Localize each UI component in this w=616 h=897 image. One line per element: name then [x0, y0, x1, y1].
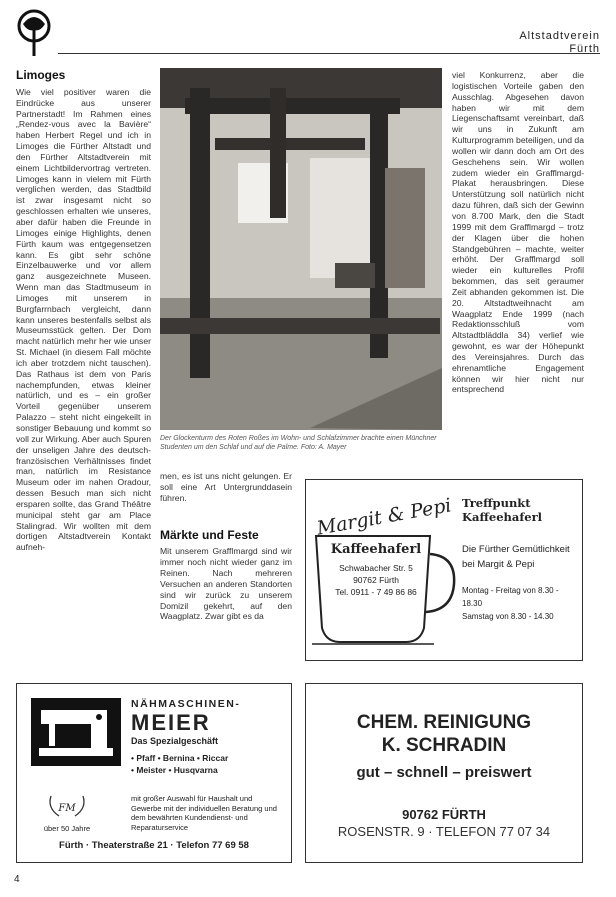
cafe-info-block — [462, 496, 580, 623]
cafe-hours-weekday: Montag - Freitag von 8.30 - 18.30 — [462, 586, 559, 608]
meier-since: über 50 Jahre — [43, 824, 91, 833]
meier-name: MEIER — [131, 710, 211, 735]
meier-pre: NÄHMASCHINEN- — [131, 698, 241, 710]
meier-sub: Das Spezialgeschäft — [131, 736, 219, 746]
header-org-line1: Altstadtverein — [519, 30, 600, 42]
schradin-line1: CHEM. REINIGUNG — [356, 712, 532, 733]
article-limoges-text: Wie viel positiver waren die Eindrücke aus unserer Partnerstadt! Im Rahmen eines „Rendez-vous avec la Bavière“ haben Herbert Regel und ich in Limoges die Fürther Altstadt und den Fürther Altstadtverein mit einem Lichtbildervortrag vertreten. Limoges kann in vielem mit Fürth verglichen werden, das Stadtbild ist zwar insgesamt nicht so geschlossen erhalten wie unseres, aber dafür haben die Freunde in Limoges einige Highlights, denen Fürth kaum was entgegensetzen kann. Es gibt sehr schöne Einzelbauwerke und vor allem ganz ausgezeichnete Museen. Wenn man das Stadtmuseum in Limoges mit unserem in Burgfarrnbach vergleicht, dann kann unseres bestenfalls selbst als Museumsstück gelten. Der Dom macht natürlich mehr her wie unser St. Michael (in diesem Fall möchte ich aber trotzdem nicht tauschen). Das Rathaus ist dem von Paris nachempfunden, etwas kleiner natürlich, und es – ein großer Vorteil gegenüber unserem Palazzo – steht nicht eingekeilt in sonstiger Bebauung und kommt so voll zur Wirkung. Aber auch Spuren der unseligen Jahre des deutsch-französischen Verhältnisses findet man, natürlich im Resistance Museum oder im nahen Oradour, dessen Besuch man sich nicht ersparen sollte, das Grand Théâtre municipal steht gar am Place Stalingrad. Wir wollten mit dem dortigen Altstadtverein Kontakt aufneh- — [16, 86, 151, 553]
cafe-tagline-1: Die Fürther Gemütlichkeit — [462, 544, 570, 555]
schradin-city: 90762 FÜRTH — [402, 807, 486, 822]
altstadtverein-logo — [14, 8, 54, 58]
article-title-maerkte: Märkte und Feste — [160, 527, 259, 542]
sewing-machine-icon — [31, 698, 121, 766]
cafe-city: 90762 Fürth — [353, 575, 399, 585]
schradin-line2: K. SCHRADIN — [381, 735, 507, 756]
meier-brands-1: • Pfaff • Bernina • Riccar — [131, 753, 229, 763]
column-3 — [452, 70, 584, 395]
article-maerkte-text: Mit unserem Grafflmargd sind wir immer noch nicht wieder ganz im Reinen. Nach mehreren Versuchen an anderen Standorten sind wir zurück zu unserem Domizil gekehrt, auf den Waagplatz. Zwar gibt es da — [160, 546, 292, 622]
meier-monogram: FM — [58, 803, 76, 814]
article-maerkte-continued: viel Konkurrenz, aber die logistischen Vorteile gaben den Ausschlag. Abgesehen davon haben wir mit dem Liegenschaftsamt vereinbart, daß wir uns in Zukunft am Kulturprogramm beteiligen, und da wollen wir dann doch am Ort des Geschehens sein. Wir wollen zudem wieder ein Grafflmargd-Plakat herausbringen. Diese Unterstützung soll natürlich nicht dazu führen, daß sich der Gewinn von 8.700 Mark, den die Stadt 1999 mit dem Grafflmargd – trotz der Klagen über die hohen Standgebühren – machte, weiter erhöht. Der Grafflmargd soll wieder ein kulturelles Profil bekommen, das seit geraumer Zeit abhanden gekommen ist. Die 20. Altstadtweihnacht am Waagplatz Ende 1999 (nach Redaktionsschluß vom Altstadtbläddla 34) verlief wie gewohnt, es war der Höhepunkt des Vereinsjahres. Durch das ehrenamtliche Engagement können wir hier nicht nur entsprechend — [452, 70, 584, 395]
meier-footer: Fürth · Theaterstraße 21 · Telefon 77 69 58 — [59, 840, 249, 851]
meier-description: mit großer Auswahl für Haushalt und Gewerbe mit der individuellen Beratung und dem bewährten Kundendienst- und Reparaturservice — [131, 794, 277, 832]
meier-brands-2: • Meister • Husqvarna — [131, 765, 218, 775]
article-title-limoges: Limoges — [16, 68, 66, 82]
meier-seal — [37, 792, 97, 833]
page-number: 4 — [14, 874, 20, 885]
ad-chem-reinigung-schradin — [305, 683, 583, 863]
schradin-address: ROSENSTR. 9 · TELEFON 77 07 34 — [337, 824, 551, 839]
cafe-cup-label: Kaffeehaferl — [330, 542, 422, 557]
article-limoges-continued: men, es ist uns nicht gelungen. Er soll eine Art Untergrunddasein führen. — [160, 471, 292, 503]
cafe-address-block — [320, 542, 432, 598]
photo-caption: Der Glockenturm des Roten Roßes im Wohn- und Schlafzimmer brachte einen Münchner Studenten um den Schlaf und auf die Palme. Foto: A. Mayer — [160, 435, 437, 451]
cafe-hours-saturday: Samstag von 8.30 - 14.30 — [462, 612, 554, 621]
column-2 — [160, 471, 292, 622]
header-org-line2: Fürth — [569, 43, 600, 55]
cafe-phone: Tel. 0911 - 7 49 86 86 — [335, 587, 417, 597]
ad-kaffeehaferl — [305, 479, 583, 661]
cafe-script-name: Margit & Pepi — [315, 494, 454, 540]
photo-illustration — [160, 68, 442, 430]
cafe-tagline-2: bei Margit & Pepi — [462, 559, 535, 570]
article-limoges — [16, 70, 151, 553]
ad-naehmaschinen-meier — [16, 683, 292, 863]
cafe-headline: Treffpunkt Kaffeehaferl — [462, 496, 543, 524]
schradin-slogan: gut – schnell – preiswert — [356, 764, 532, 781]
header-rule — [58, 53, 600, 54]
meier-header — [131, 698, 240, 776]
bell-tower-photo — [160, 68, 442, 430]
cafe-street: Schwabacher Str. 5 — [339, 563, 413, 573]
